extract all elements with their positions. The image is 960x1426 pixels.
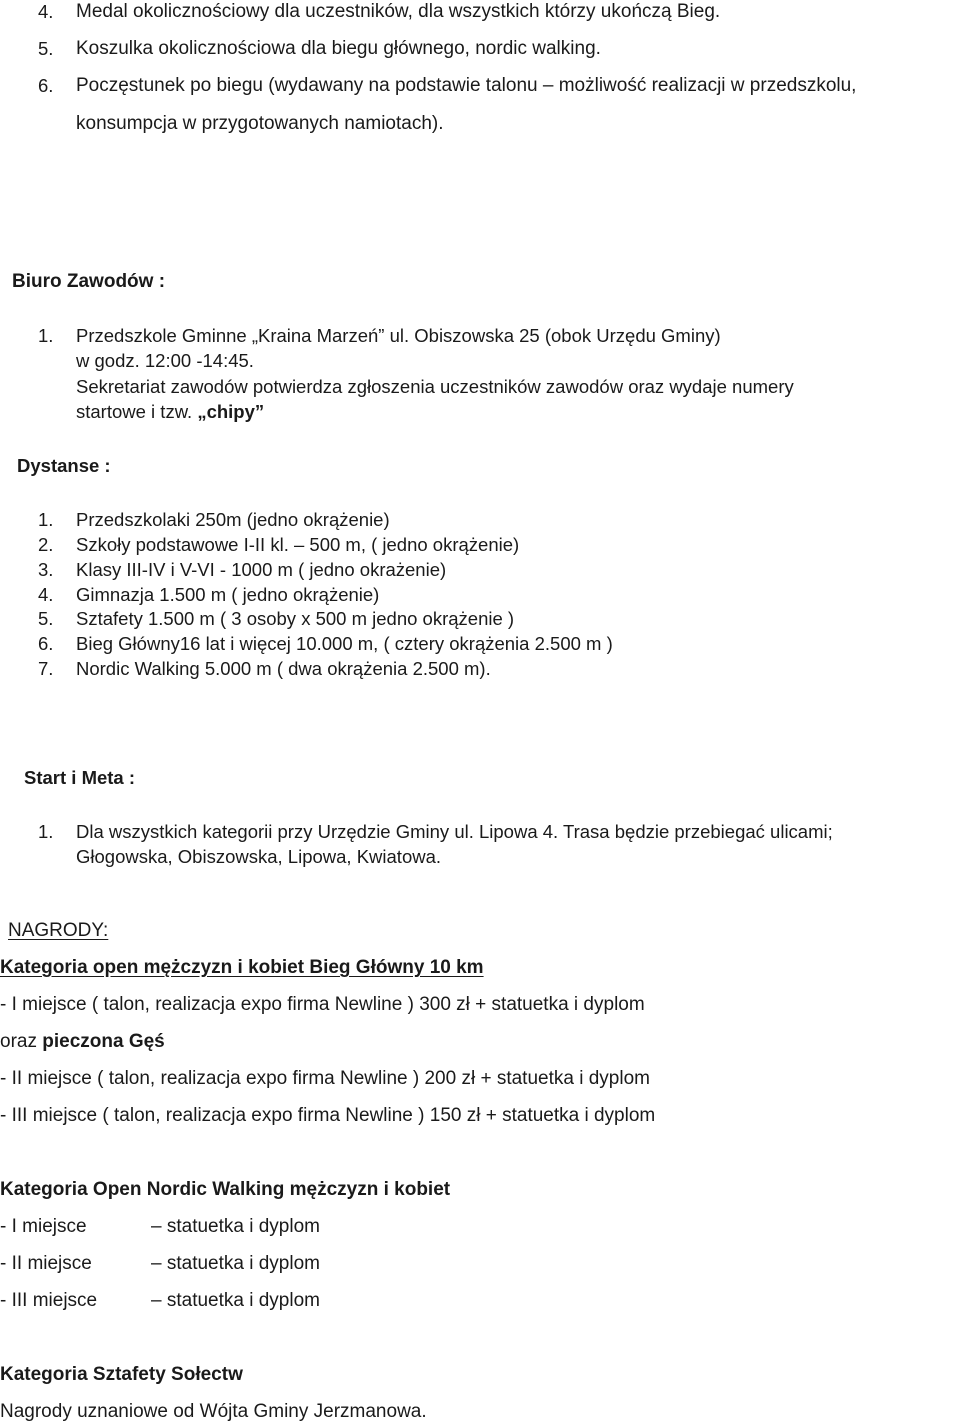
distance-item: Nordic Walking 5.000 m ( dwa okrążenia 2.500 m). <box>76 658 491 679</box>
list-item-text: Koszulka okolicznościowa dla biegu głównego, nordic walking. <box>76 38 601 59</box>
place-prize: – statuetka i dyplom <box>151 1253 320 1274</box>
prize-line: - II miejsce ( talon, realizacja expo firma Newline ) 200 zł + statuetka i dyplom <box>0 1068 650 1089</box>
place-prize: – statuetka i dyplom <box>151 1216 320 1237</box>
list-item-text: Medal okolicznościowy dla uczestników, dla wszystkich którzy ukończą Bieg. <box>76 1 721 22</box>
distance-item: Klasy III-IV i V-VI - 1000 m ( jedno okrażenie) <box>76 559 447 580</box>
place-label: - III miejsce <box>0 1290 98 1311</box>
list-number: 2. <box>38 534 54 555</box>
start-heading: Start i Meta : <box>24 767 136 788</box>
list-number: 5. <box>38 38 54 59</box>
biuro-line-3: Sekretariat zawodów potwierdza zgłoszenia uczestników zawodów oraz wydaje numery <box>76 376 794 397</box>
distance-item: Przedszkolaki 250m (jedno okrążenie) <box>76 509 390 530</box>
biuro-line-4-prefix: startowe i tzw. <box>76 401 198 422</box>
start-line-1: Dla wszystkich kategorii przy Urzędzie Gminy ul. Lipowa 4. Trasa będzie przebiegać ulicami; <box>76 821 833 842</box>
prize-emphasis: pieczona Gęś <box>42 1031 165 1052</box>
distance-item: Gimnazja 1.500 m ( jedno okrążenie) <box>76 584 380 605</box>
prize-line: - I miejsce ( talon, realizacja expo firma Newline ) 300 zł + statuetka i dyplom <box>0 994 645 1015</box>
prize-line <box>0 1031 165 1053</box>
prize-line: - III miejsce ( talon, realizacja expo firma Newline ) 150 zł + statuetka i dyplom <box>0 1105 656 1126</box>
category-title: Kategoria open mężczyzn i kobiet Bieg Główny 10 km <box>0 957 484 978</box>
distance-item: Bieg Główny16 lat i więcej 10.000 m, ( cztery okrążenia 2.500 m ) <box>76 633 613 654</box>
prize-prefix: oraz <box>0 1031 43 1052</box>
list-item-text: Poczęstunek po biegu (wydawany na podstawie talonu – możliwość realizacji w przedszkolu, <box>76 75 857 96</box>
list-number: 5. <box>38 608 54 629</box>
dystanse-heading: Dystanse : <box>17 455 111 476</box>
distance-item: Szkoły podstawowe I-II kl. – 500 m, ( jedno okrążenie) <box>76 534 520 555</box>
category-title: Kategoria Sztafety Sołectw <box>0 1364 243 1385</box>
list-item-continuation: konsumpcja w przygotowanych namiotach). <box>76 113 444 134</box>
list-number: 1. <box>38 821 54 842</box>
place-label: - II miejsce <box>0 1253 92 1274</box>
biuro-heading: Biuro Zawodów : <box>12 271 166 292</box>
chipy-emphasis: „chipy” <box>197 401 265 422</box>
list-number: 7. <box>38 658 54 679</box>
distance-item: Sztafety 1.500 m ( 3 osoby x 500 m jedno okrążenie ) <box>76 608 515 629</box>
list-number: 3. <box>38 559 54 580</box>
list-number: 6. <box>38 633 54 654</box>
list-number: 4. <box>38 584 54 605</box>
nagrody-heading: NAGRODY: <box>8 920 109 941</box>
biuro-line-4 <box>76 401 264 423</box>
biuro-line-1: Przedszkole Gminne „Kraina Marzeń” ul. Obiszowska 25 (obok Urzędu Gminy) <box>76 325 721 346</box>
category-title: Kategoria Open Nordic Walking mężczyzn i kobiet <box>0 1179 451 1200</box>
place-prize: – statuetka i dyplom <box>151 1290 320 1311</box>
start-line-2: Głogowska, Obiszowska, Lipowa, Kwiatowa. <box>76 846 442 867</box>
place-label: - I miejsce <box>0 1216 87 1237</box>
biuro-line-2: w godz. 12:00 -14:45. <box>76 350 254 371</box>
prize-line: Nagrody uznaniowe od Wójta Gminy Jerzmanowa. <box>0 1401 427 1422</box>
list-number: 1. <box>38 509 54 530</box>
list-number: 6. <box>38 75 54 96</box>
list-number: 4. <box>38 1 54 22</box>
list-number: 1. <box>38 325 54 346</box>
